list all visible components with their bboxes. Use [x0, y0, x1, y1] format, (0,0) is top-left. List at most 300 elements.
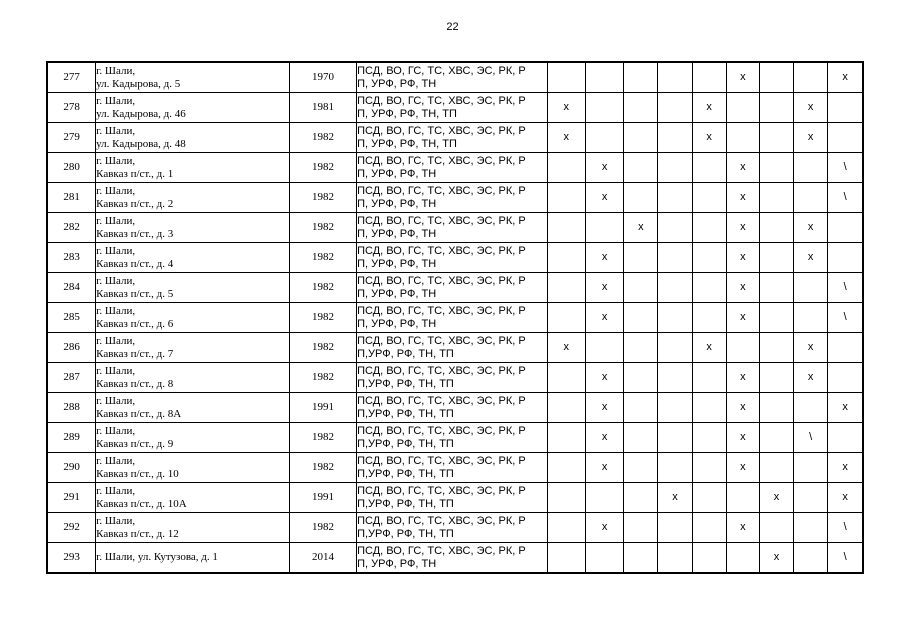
mark-cell — [692, 513, 726, 543]
row-number: 282 — [47, 213, 96, 243]
systems-cell — [357, 303, 548, 333]
mark-cell — [759, 93, 793, 123]
mark-cell: х — [692, 333, 726, 363]
mark-cell: х — [828, 483, 863, 513]
mark-cell — [726, 93, 759, 123]
mark-cell — [658, 213, 692, 243]
mark-cell — [794, 393, 828, 423]
mark-cell: х — [726, 273, 759, 303]
mark-cell — [658, 333, 692, 363]
row-number: 288 — [47, 393, 96, 423]
systems-line: П, УРФ, РФ, ТН, ТП — [357, 137, 457, 150]
address-cell — [96, 93, 290, 123]
mark-cell: х — [759, 543, 793, 574]
mark-cell — [624, 123, 658, 153]
systems-cell — [357, 333, 548, 363]
row-number: 287 — [47, 363, 96, 393]
table-row — [47, 303, 863, 333]
address-cell — [96, 543, 290, 574]
mark-cell — [759, 423, 793, 453]
mark-cell: х — [585, 453, 623, 483]
year-cell: 1991 — [289, 483, 356, 513]
address-line: г. Шали, ул. Кутузова, д. 1 — [96, 551, 218, 563]
mark-cell — [828, 363, 863, 393]
mark-cell: х — [726, 393, 759, 423]
year-cell: 1982 — [289, 183, 356, 213]
address-line: г. Шали, — [96, 274, 136, 287]
mark-cell — [658, 303, 692, 333]
systems-line: П, УРФ, РФ, ТН — [357, 257, 437, 270]
mark-cell — [658, 513, 692, 543]
mark-cell — [624, 393, 658, 423]
mark-cell — [547, 393, 585, 423]
mark-cell — [658, 543, 692, 574]
table-row — [47, 93, 863, 123]
mark-cell — [624, 513, 658, 543]
mark-cell — [585, 62, 623, 93]
systems-cell — [357, 363, 548, 393]
table-row — [47, 363, 863, 393]
address-line: Кавказ п/ст., д. 9 — [96, 437, 174, 450]
address-line: г. Шали, — [96, 364, 136, 377]
mark-cell: х — [726, 213, 759, 243]
address-line: г. Шали, — [96, 124, 136, 137]
mark-cell — [547, 213, 585, 243]
address-line: ул. Кадырова, д. 5 — [96, 77, 181, 90]
systems-cell — [357, 273, 548, 303]
address-line: г. Шали, — [96, 64, 136, 77]
mark-cell — [759, 123, 793, 153]
mark-cell: х — [794, 363, 828, 393]
systems-cell — [357, 393, 548, 423]
row-number: 289 — [47, 423, 96, 453]
systems-cell — [357, 423, 548, 453]
mark-cell — [585, 213, 623, 243]
mark-cell — [828, 123, 863, 153]
systems-line: П, УРФ, РФ, ТН — [357, 197, 437, 210]
mark-cell — [828, 243, 863, 273]
mark-cell: х — [585, 513, 623, 543]
address-line: Кавказ п/ст., д. 8А — [96, 407, 182, 420]
mark-cell — [794, 273, 828, 303]
address-cell — [96, 183, 290, 213]
systems-line: П, УРФ, РФ, ТН — [357, 287, 437, 300]
mark-cell: х — [585, 243, 623, 273]
address-line: г. Шали, — [96, 484, 136, 497]
systems-line: П,УРФ, РФ, ТН, ТП — [357, 347, 454, 360]
address-cell — [96, 393, 290, 423]
systems-line: П, УРФ, РФ, ТН — [357, 77, 437, 90]
mark-cell: х — [692, 123, 726, 153]
mark-cell — [624, 453, 658, 483]
mark-cell: х — [585, 393, 623, 423]
systems-cell — [357, 123, 548, 153]
mark-cell — [547, 453, 585, 483]
mark-cell — [828, 93, 863, 123]
mark-cell — [759, 213, 793, 243]
mark-cell: \ — [828, 183, 863, 213]
mark-cell — [692, 303, 726, 333]
mark-cell — [726, 483, 759, 513]
mark-cell: х — [547, 123, 585, 153]
mark-cell — [759, 183, 793, 213]
mark-cell — [547, 62, 585, 93]
mark-cell: х — [624, 213, 658, 243]
mark-cell: х — [726, 243, 759, 273]
systems-line: ПСД, ВО, ГС, ТС, ХВС, ЭС, РК, Р — [357, 484, 526, 497]
address-line: г. Шали, — [96, 214, 136, 227]
housing-registry-table — [46, 61, 864, 574]
systems-line: ПСД, ВО, ГС, ТС, ХВС, ЭС, РК, Р — [357, 514, 526, 527]
mark-cell — [759, 153, 793, 183]
mark-cell — [624, 363, 658, 393]
row-number: 290 — [47, 453, 96, 483]
systems-cell — [357, 243, 548, 273]
mark-cell — [624, 333, 658, 363]
systems-line: П,УРФ, РФ, ТН, ТП — [357, 527, 454, 540]
mark-cell: х — [547, 333, 585, 363]
mark-cell — [692, 453, 726, 483]
mark-cell — [547, 153, 585, 183]
address-cell — [96, 62, 290, 93]
mark-cell — [828, 333, 863, 363]
year-cell: 1982 — [289, 273, 356, 303]
address-line: г. Шали, — [96, 184, 136, 197]
systems-cell — [357, 93, 548, 123]
mark-cell: х — [585, 423, 623, 453]
mark-cell: х — [726, 62, 759, 93]
mark-cell — [624, 183, 658, 213]
address-cell — [96, 123, 290, 153]
systems-line: ПСД, ВО, ГС, ТС, ХВС, ЭС, РК, Р — [357, 334, 526, 347]
systems-line: ПСД, ВО, ГС, ТС, ХВС, ЭС, РК, Р — [357, 124, 526, 137]
mark-cell — [726, 543, 759, 574]
address-line: ул. Кадырова, д. 46 — [96, 107, 186, 120]
mark-cell — [658, 62, 692, 93]
address-line: г. Шали, — [96, 394, 136, 407]
page-number: 22 — [446, 21, 459, 33]
row-number: 285 — [47, 303, 96, 333]
mark-cell — [692, 153, 726, 183]
systems-line: ПСД, ВО, ГС, ТС, ХВС, ЭС, РК, Р — [357, 64, 526, 77]
registry-body — [47, 62, 863, 573]
row-number: 292 — [47, 513, 96, 543]
address-line: г. Шали, — [96, 454, 136, 467]
year-cell: 1970 — [289, 62, 356, 93]
year-cell: 2014 — [289, 543, 356, 574]
systems-line: П, УРФ, РФ, ТН — [357, 317, 437, 330]
year-cell: 1991 — [289, 393, 356, 423]
mark-cell — [759, 333, 793, 363]
systems-line: П,УРФ, РФ, ТН, ТП — [357, 467, 454, 480]
address-line: г. Шали, — [96, 244, 136, 257]
systems-line: ПСД, ВО, ГС, ТС, ХВС, ЭС, РК, Р — [357, 274, 526, 287]
table-row — [47, 243, 863, 273]
systems-line: ПСД, ВО, ГС, ТС, ХВС, ЭС, РК, Р — [357, 304, 526, 317]
mark-cell — [692, 273, 726, 303]
systems-line: П, УРФ, РФ, ТН, ТП — [357, 107, 457, 120]
table-row — [47, 273, 863, 303]
mark-cell — [692, 363, 726, 393]
systems-cell — [357, 453, 548, 483]
table-row — [47, 543, 863, 574]
mark-cell: х — [794, 213, 828, 243]
row-number: 284 — [47, 273, 96, 303]
table-row — [47, 393, 863, 423]
mark-cell — [726, 333, 759, 363]
mark-cell: х — [585, 363, 623, 393]
systems-line: ПСД, ВО, ГС, ТС, ХВС, ЭС, РК, Р — [357, 154, 526, 167]
mark-cell — [692, 543, 726, 574]
mark-cell: х — [828, 62, 863, 93]
address-line: Кавказ п/ст., д. 10А — [96, 497, 187, 510]
address-cell — [96, 333, 290, 363]
mark-cell — [759, 513, 793, 543]
mark-cell: х — [726, 303, 759, 333]
address-line: г. Шали, — [96, 304, 136, 317]
address-line: Кавказ п/ст., д. 3 — [96, 227, 174, 240]
address-line: Кавказ п/ст., д. 6 — [96, 317, 174, 330]
year-cell: 1982 — [289, 363, 356, 393]
row-number: 277 — [47, 62, 96, 93]
table-row — [47, 153, 863, 183]
table-row — [47, 62, 863, 93]
address-cell — [96, 363, 290, 393]
mark-cell — [658, 123, 692, 153]
systems-line: П,УРФ, РФ, ТН, ТП — [357, 497, 454, 510]
mark-cell — [624, 62, 658, 93]
mark-cell: х — [794, 93, 828, 123]
mark-cell — [658, 453, 692, 483]
address-line: г. Шали, — [96, 94, 136, 107]
mark-cell — [624, 303, 658, 333]
mark-cell: \ — [828, 513, 863, 543]
mark-cell — [692, 62, 726, 93]
systems-line: П, УРФ, РФ, ТН — [357, 557, 437, 570]
mark-cell — [759, 363, 793, 393]
mark-cell: х — [828, 393, 863, 423]
row-number: 286 — [47, 333, 96, 363]
mark-cell — [692, 393, 726, 423]
mark-cell — [759, 393, 793, 423]
mark-cell — [726, 123, 759, 153]
mark-cell — [585, 483, 623, 513]
mark-cell — [547, 483, 585, 513]
year-cell: 1982 — [289, 303, 356, 333]
mark-cell: \ — [828, 153, 863, 183]
systems-line: ПСД, ВО, ГС, ТС, ХВС, ЭС, РК, Р — [357, 394, 526, 407]
systems-cell — [357, 62, 548, 93]
year-cell: 1982 — [289, 423, 356, 453]
mark-cell: \ — [828, 273, 863, 303]
systems-cell — [357, 213, 548, 243]
mark-cell: х — [658, 483, 692, 513]
mark-cell — [658, 393, 692, 423]
systems-cell — [357, 183, 548, 213]
mark-cell: х — [828, 453, 863, 483]
address-line: г. Шали, — [96, 154, 136, 167]
address-cell — [96, 213, 290, 243]
systems-line: П,УРФ, РФ, ТН, ТП — [357, 407, 454, 420]
mark-cell — [658, 183, 692, 213]
systems-line: П, УРФ, РФ, ТН — [357, 227, 437, 240]
table-row — [47, 183, 863, 213]
mark-cell — [794, 62, 828, 93]
mark-cell — [547, 423, 585, 453]
year-cell: 1982 — [289, 333, 356, 363]
address-cell — [96, 273, 290, 303]
mark-cell: х — [585, 153, 623, 183]
systems-line: ПСД, ВО, ГС, ТС, ХВС, ЭС, РК, Р — [357, 94, 526, 107]
table-row — [47, 333, 863, 363]
mark-cell — [794, 543, 828, 574]
row-number: 279 — [47, 123, 96, 153]
mark-cell: х — [794, 123, 828, 153]
address-line: Кавказ п/ст., д. 7 — [96, 347, 174, 360]
table-row — [47, 213, 863, 243]
mark-cell — [547, 363, 585, 393]
mark-cell — [658, 153, 692, 183]
mark-cell — [692, 423, 726, 453]
address-line: Кавказ п/ст., д. 2 — [96, 197, 174, 210]
row-number: 291 — [47, 483, 96, 513]
mark-cell — [759, 62, 793, 93]
mark-cell: \ — [828, 543, 863, 574]
systems-line: ПСД, ВО, ГС, ТС, ХВС, ЭС, РК, Р — [357, 454, 526, 467]
mark-cell — [759, 303, 793, 333]
table-row — [47, 123, 863, 153]
mark-cell — [794, 153, 828, 183]
address-cell — [96, 453, 290, 483]
address-line: Кавказ п/ст., д. 4 — [96, 257, 174, 270]
year-cell: 1981 — [289, 93, 356, 123]
mark-cell — [624, 153, 658, 183]
mark-cell: х — [726, 423, 759, 453]
systems-cell — [357, 513, 548, 543]
table-row — [47, 483, 863, 513]
systems-line: ПСД, ВО, ГС, ТС, ХВС, ЭС, РК, Р — [357, 364, 526, 377]
mark-cell — [585, 123, 623, 153]
mark-cell — [624, 423, 658, 453]
mark-cell: х — [585, 273, 623, 303]
address-cell — [96, 513, 290, 543]
mark-cell — [658, 243, 692, 273]
row-number: 281 — [47, 183, 96, 213]
table-row — [47, 453, 863, 483]
mark-cell — [624, 273, 658, 303]
mark-cell — [547, 303, 585, 333]
systems-cell — [357, 543, 548, 574]
mark-cell: х — [726, 183, 759, 213]
mark-cell — [794, 303, 828, 333]
mark-cell — [547, 543, 585, 574]
mark-cell: х — [794, 243, 828, 273]
mark-cell: х — [726, 153, 759, 183]
address-line: г. Шали, — [96, 334, 136, 347]
address-line: Кавказ п/ст., д. 1 — [96, 167, 174, 180]
year-cell: 1982 — [289, 513, 356, 543]
mark-cell — [658, 93, 692, 123]
address-line: Кавказ п/ст., д. 5 — [96, 287, 174, 300]
row-number: 280 — [47, 153, 96, 183]
mark-cell — [828, 213, 863, 243]
mark-cell — [692, 213, 726, 243]
mark-cell — [692, 243, 726, 273]
mark-cell — [692, 483, 726, 513]
address-cell — [96, 243, 290, 273]
address-cell — [96, 153, 290, 183]
mark-cell — [547, 183, 585, 213]
table-row — [47, 513, 863, 543]
year-cell: 1982 — [289, 213, 356, 243]
mark-cell — [828, 423, 863, 453]
mark-cell: х — [547, 93, 585, 123]
mark-cell: \ — [794, 423, 828, 453]
mark-cell: х — [794, 333, 828, 363]
systems-line: П,УРФ, РФ, ТН, ТП — [357, 377, 454, 390]
mark-cell — [624, 543, 658, 574]
year-cell: 1982 — [289, 153, 356, 183]
year-cell: 1982 — [289, 453, 356, 483]
mark-cell — [624, 483, 658, 513]
year-cell: 1982 — [289, 123, 356, 153]
address-line: Кавказ п/ст., д. 10 — [96, 467, 179, 480]
mark-cell — [658, 423, 692, 453]
table-row — [47, 423, 863, 453]
row-number: 283 — [47, 243, 96, 273]
mark-cell: х — [759, 483, 793, 513]
mark-cell — [624, 93, 658, 123]
address-line: ул. Кадырова, д. 48 — [96, 137, 186, 150]
mark-cell — [585, 93, 623, 123]
mark-cell — [692, 183, 726, 213]
row-number: 278 — [47, 93, 96, 123]
mark-cell — [794, 513, 828, 543]
mark-cell: х — [726, 513, 759, 543]
systems-cell — [357, 153, 548, 183]
address-cell — [96, 303, 290, 333]
address-cell — [96, 483, 290, 513]
mark-cell — [759, 243, 793, 273]
systems-line: П, УРФ, РФ, ТН — [357, 167, 437, 180]
address-cell — [96, 423, 290, 453]
systems-line: ПСД, ВО, ГС, ТС, ХВС, ЭС, РК, Р — [357, 214, 526, 227]
address-line: г. Шали, — [96, 424, 136, 437]
systems-line: ПСД, ВО, ГС, ТС, ХВС, ЭС, РК, Р — [357, 244, 526, 257]
mark-cell — [547, 513, 585, 543]
address-line: Кавказ п/ст., д. 8 — [96, 377, 174, 390]
mark-cell — [794, 483, 828, 513]
year-cell: 1982 — [289, 243, 356, 273]
mark-cell — [759, 273, 793, 303]
mark-cell — [658, 273, 692, 303]
systems-line: ПСД, ВО, ГС, ТС, ХВС, ЭС, РК, Р — [357, 544, 526, 557]
mark-cell: х — [726, 453, 759, 483]
row-number: 293 — [47, 543, 96, 574]
address-line: Кавказ п/ст., д. 12 — [96, 527, 179, 540]
mark-cell: х — [585, 183, 623, 213]
systems-line: ПСД, ВО, ГС, ТС, ХВС, ЭС, РК, Р — [357, 184, 526, 197]
mark-cell — [658, 363, 692, 393]
systems-cell — [357, 483, 548, 513]
mark-cell — [547, 273, 585, 303]
address-line: г. Шали, — [96, 514, 136, 527]
mark-cell: х — [726, 363, 759, 393]
mark-cell: \ — [828, 303, 863, 333]
mark-cell — [624, 243, 658, 273]
mark-cell: х — [585, 303, 623, 333]
systems-line: ПСД, ВО, ГС, ТС, ХВС, ЭС, РК, Р — [357, 424, 526, 437]
